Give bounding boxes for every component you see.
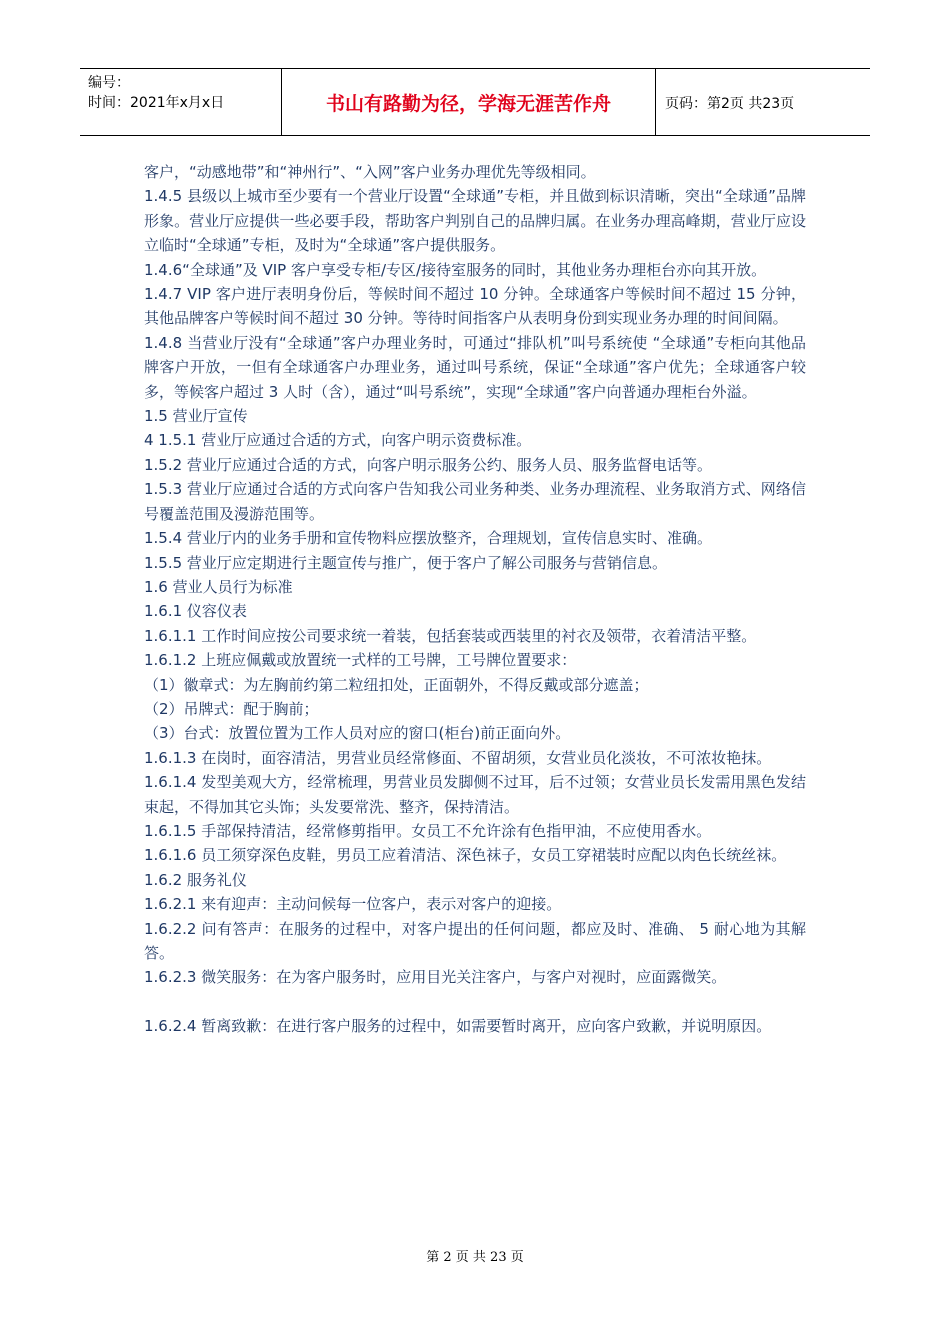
paragraph: 1.6.1.1 工作时间应按公司要求统一着装，包括套装或西装里的衬衣及领带，衣着清洁平整。 — [144, 626, 757, 645]
paragraph: 1.5.5 营业厅应定期进行主题宣传与推广，便于客户了解公司服务与营销信息。 — [144, 553, 667, 572]
header-divider — [655, 69, 656, 136]
page-footer: 第 2 页 共 23 页 — [426, 1250, 524, 1265]
section-heading: 1.5 营业厅宣传 — [144, 407, 248, 426]
paragraph: 1.5.3 营业厅应通过合适的方式向客户告知我公司业务种类、业务办理流程、业务取消方式、网络信号覆盖范围及漫游范围等。 — [144, 480, 806, 523]
paragraph: 1.6.2.3 微笑服务：在为客户服务时，应用目光关注客户，与客户对视时，应面露微笑。 — [144, 968, 727, 987]
list-item: （3）台式：放置位置为工作人员对应的窗口(柜台)前正面向外。 — [144, 724, 571, 743]
paragraph: 1.4.8 当营业厅没有“全球通”客户办理业务时，可通过“排队机”叫号系统使 “全球通”专柜向其他品牌客户开放，一但有全球通客户办理业务，通过叫号系统，保证“全球通”客户优先；全球通客户较多，等候客户超过 3 人时（含），通过“叫号系统”，实现“全球通”客户向普通办理柜台外溢。 — [144, 333, 806, 401]
paragraph: 1.6.1.6 员工须穿深色皮鞋，男员工应着清洁、深色袜子，女员工穿裙装时应配以肉色长统丝袜。 — [144, 846, 787, 865]
paragraph: 1.6.1.4 发型美观大方，经常梳理，男营业员发脚侧不过耳，后不过领；女营业员长发需用黑色发结束起，不得加其它头饰；头发要常洗、整齐，保持清洁。 — [144, 773, 806, 816]
paragraph: 1.4.5 县级以上城市至少要有一个营业厅设置“全球通”专柜，并且做到标识清晰，突出“全球通”品牌形象。营业厅应提供一些必要手段，帮助客户判别自己的品牌归属。在业务办理高峰期，营业厅应设立临时“全球通”专柜，及时为“全球通”客户提供服务。 — [144, 187, 806, 255]
paragraph: 1.6.2.4 暂离致歉：在进行客户服务的过程中，如需要暂时离开，应向客户致歉，并说明原因。 — [144, 1016, 772, 1035]
paragraph: 客户，“动感地带”和“神州行”、“入网”客户业务办理优先等级相同。 — [144, 163, 596, 181]
paragraph: 1.6.2.1 来有迎声：主动问候每一位客户，表示对客户的迎接。 — [144, 895, 562, 914]
list-item: （2）吊牌式：配于胸前； — [144, 699, 319, 718]
header-page-info: 页码：第2页 共23页 — [665, 96, 795, 112]
paragraph: 1.5.2 营业厅应通过合适的方式，向客户明示服务公约、服务人员、服务监督电话等。 — [144, 455, 712, 474]
page-header — [80, 68, 870, 136]
paragraph: 1.6.1.3 在岗时，面容清洁，男营业员经常修面、不留胡须，女营业员化淡妆，不可浓妆艳抹。 — [144, 748, 772, 767]
paragraph: 1.6.1.2 上班应佩戴或放置统一式样的工号牌，工号牌位置要求： — [144, 651, 577, 670]
paragraph: 1.6.1.5 手部保持清洁，经常修剪指甲。女员工不允许涂有色指甲油，不应使用香水。 — [144, 821, 712, 840]
header-motto: 书山有路勤为径，学海无涯苦作舟 — [325, 93, 611, 115]
document-number-label: 编号： — [88, 75, 130, 91]
section-heading: 1.6 营业人员行为标准 — [144, 577, 293, 596]
paragraph: 1.6.2.2 问有答声：在服务的过程中，对客户提出的任何问题，都应及时、准确、 5 耐心地为其解答。 — [144, 919, 806, 962]
section-heading: 1.6.2 服务礼仪 — [144, 870, 247, 889]
paragraph: 1.4.7 VIP 客户进厅表明身份后，等候时间不超过 10 分钟。全球通客户等候时间不超过 15 分钟，其他品牌客户等候时间不超过 30 分钟。等待时间指客户从表明身份到实现业务办理的时间间隔。 — [144, 285, 806, 328]
document-time-label: 时间：2021年x月x日 — [88, 95, 225, 111]
document-body — [144, 160, 806, 1038]
paragraph: 4 1.5.1 营业厅应通过合适的方式，向客户明示资费标准。 — [144, 431, 532, 450]
paragraph: 1.4.6“全球通”及 VIP 客户享受专柜/专区/接待室服务的同时，其他业务办理柜台亦向其开放。 — [144, 260, 767, 279]
section-heading: 1.6.1 仪容仪表 — [144, 602, 247, 621]
list-item: （1）徽章式：为左胸前约第二粒纽扣处，正面朝外，不得反戴或部分遮盖； — [144, 675, 649, 694]
paragraph: 1.5.4 营业厅内的业务手册和宣传物料应摆放整齐，合理规划，宣传信息实时、准确。 — [144, 529, 712, 548]
header-meta — [88, 73, 224, 113]
